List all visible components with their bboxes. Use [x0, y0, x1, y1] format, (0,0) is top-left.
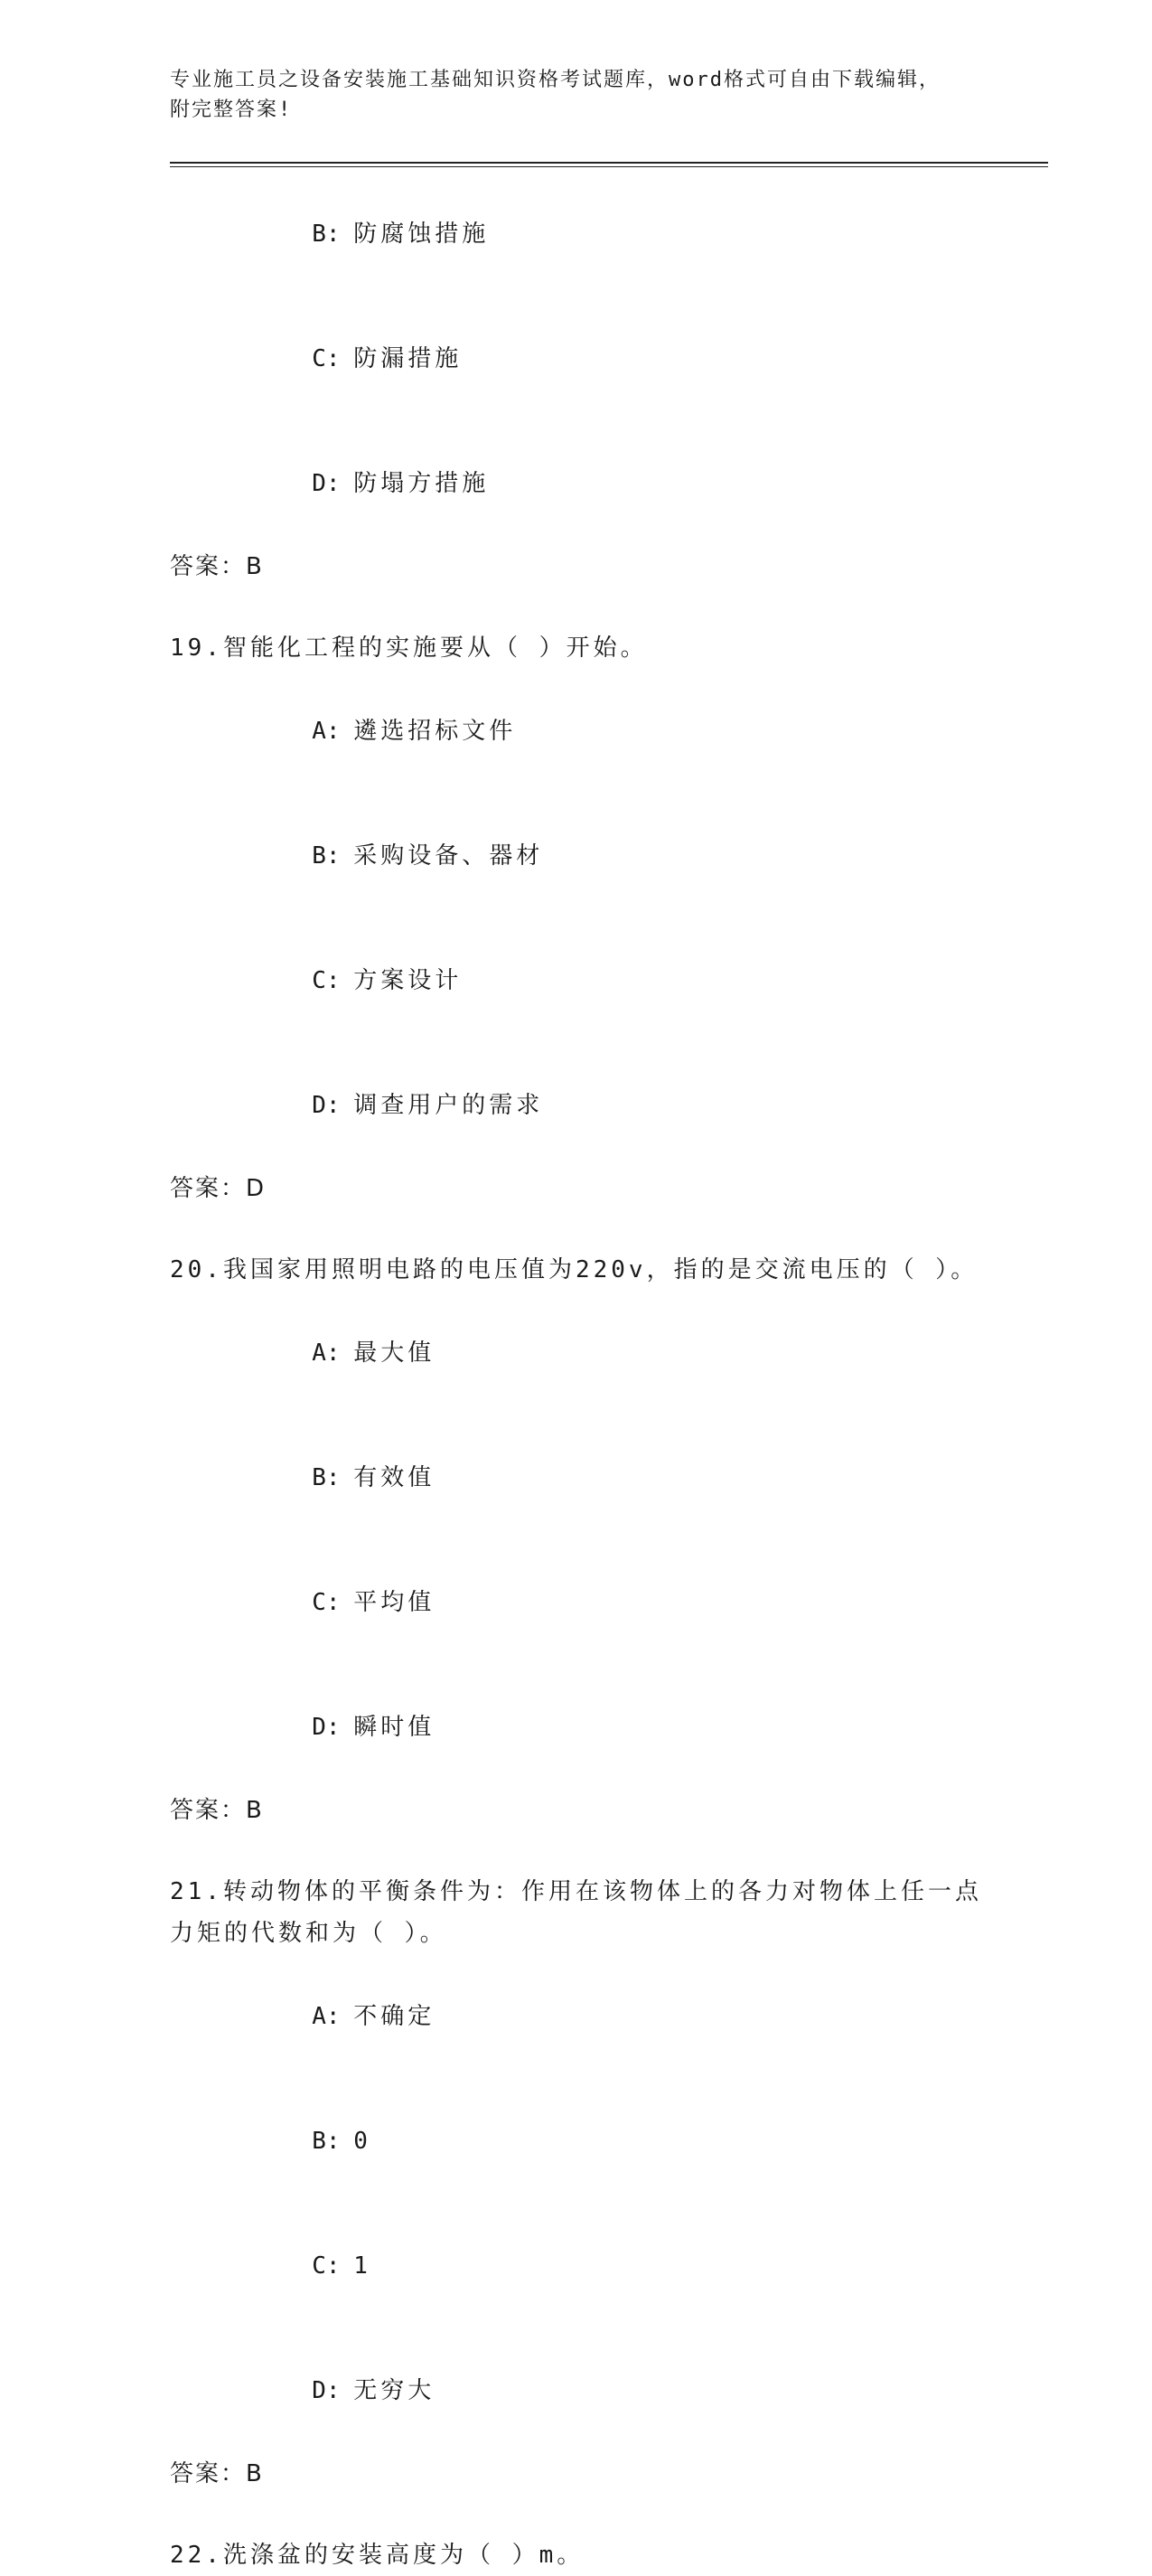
- option-label: A:: [312, 1340, 341, 1367]
- answer-line: 答案：B: [170, 1797, 264, 1824]
- question-text: 21.转动物体的平衡条件为：作用在该物体上的各力对物体上任一点力矩的代数和为（ ）。: [170, 1878, 982, 1947]
- option-d: [170, 421, 983, 546]
- option-b: [170, 794, 983, 918]
- answer-line: 答案：B: [170, 2460, 264, 2487]
- option-text: 瞬时值: [353, 1714, 436, 1741]
- option-b: [170, 172, 983, 296]
- option-label: A:: [312, 2003, 341, 2030]
- answer-line: 答案：B: [170, 553, 264, 580]
- question-text: 19.智能化工程的实施要从（ ）开始。: [170, 635, 648, 662]
- question-20: [170, 1249, 983, 1831]
- option-d: [170, 2328, 983, 2453]
- question-18-tail: [170, 172, 983, 588]
- header-divider-thin: [170, 166, 1048, 167]
- option-label: D:: [312, 2377, 341, 2404]
- question-19: [170, 627, 983, 1209]
- option-text: 0: [353, 2128, 371, 2155]
- option-text: 防塌方措施: [353, 470, 490, 497]
- option-text: 不确定: [353, 2003, 436, 2030]
- document-header: [170, 65, 983, 125]
- option-a: [170, 669, 983, 794]
- option-label: B:: [312, 1464, 341, 1491]
- option-a: [170, 1954, 983, 2079]
- option-text: 遴选招标文件: [353, 718, 517, 745]
- header-divider-thick: [170, 162, 1048, 164]
- option-text: 1: [353, 2252, 371, 2280]
- option-label: B:: [312, 221, 341, 248]
- option-text: 防漏措施: [353, 345, 463, 372]
- option-text: 方案设计: [353, 967, 463, 994]
- option-c: [170, 2204, 983, 2328]
- option-label: C:: [312, 967, 341, 994]
- option-a: [170, 1291, 983, 1415]
- question-list: [170, 172, 983, 2576]
- option-text: 有效值: [353, 1464, 436, 1491]
- option-label: A:: [312, 718, 341, 745]
- option-label: C:: [312, 345, 341, 372]
- option-label: C:: [312, 1589, 341, 1616]
- option-text: 调查用户的需求: [353, 1092, 544, 1119]
- option-b: [170, 1415, 983, 1540]
- option-c: [170, 918, 983, 1043]
- option-d: [170, 1043, 983, 1168]
- option-label: B:: [312, 842, 341, 870]
- option-label: D:: [312, 1714, 341, 1741]
- option-text: 最大值: [353, 1340, 436, 1367]
- answer-line: 答案：D: [170, 1175, 267, 1202]
- option-c: [170, 296, 983, 421]
- header-line-2: 附完整答案!: [170, 99, 293, 121]
- question-text: 20.我国家用照明电路的电压值为220v，指的是交流电压的（ ）。: [170, 1256, 979, 1283]
- option-text: 防腐蚀措施: [353, 221, 490, 248]
- question-22: [170, 2534, 983, 2576]
- header-line-1: 专业施工员之设备安装施工基础知识资格考试题库，word格式可自由下载编辑，: [170, 69, 941, 91]
- option-label: D:: [312, 1092, 341, 1119]
- question-text: 22.洗涤盆的安装高度为（ ）m。: [170, 2542, 585, 2569]
- question-21: [170, 1871, 983, 2495]
- option-b: [170, 2079, 983, 2204]
- option-text: 平均值: [353, 1589, 436, 1616]
- option-label: B:: [312, 2128, 341, 2155]
- option-c: [170, 1540, 983, 1665]
- option-text: 无穷大: [353, 2377, 436, 2404]
- option-d: [170, 1665, 983, 1790]
- option-text: 采购设备、器材: [353, 842, 544, 870]
- option-label: D:: [312, 470, 341, 497]
- option-label: C:: [312, 2252, 341, 2280]
